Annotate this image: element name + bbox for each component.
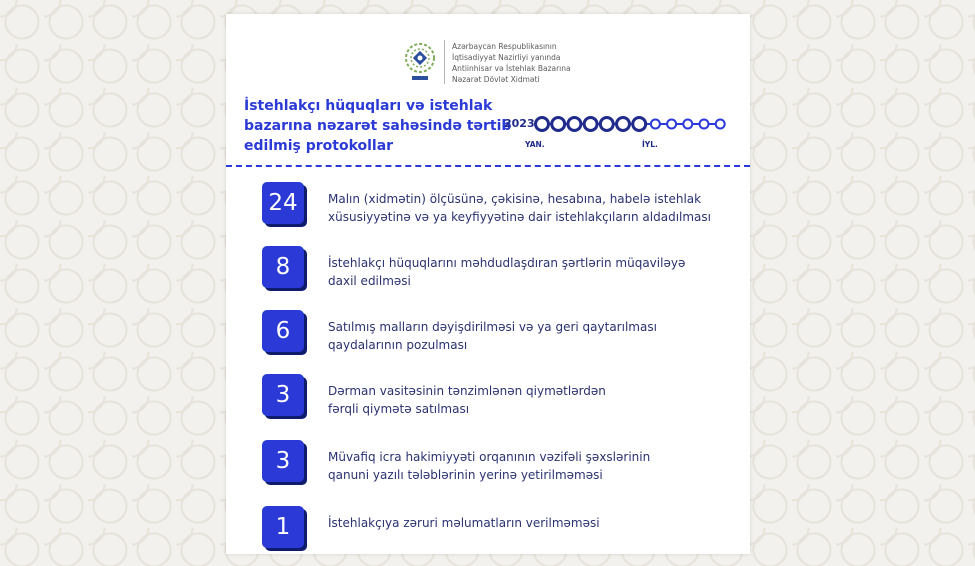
month-marker xyxy=(683,120,692,129)
timeline-start-label: YAN. xyxy=(525,140,545,149)
description-line: qanuni yazılı tələblərinin yerinə yetirilməməsi xyxy=(328,468,603,482)
count-badge: 6 xyxy=(262,310,304,352)
description-line: Dərman vasitəsinin tənzimlənən qiymətlərdən xyxy=(328,384,606,398)
count-badge: 8 xyxy=(262,246,304,288)
item-description xyxy=(328,190,738,226)
item-description xyxy=(328,382,738,418)
count-badge: 24 xyxy=(262,182,304,224)
title-line: edilmiş protokollar xyxy=(244,138,394,154)
title-line: İstehlakçı hüquqları və istehlak xyxy=(244,98,493,114)
infographic-card xyxy=(226,14,750,554)
count-badge: 1 xyxy=(262,506,304,548)
list-item xyxy=(262,506,732,566)
month-marker xyxy=(651,120,660,129)
description-line: Malın (xidmətin) ölçüsünə, çəkisinə, hesabına, habelə istehlak xyxy=(328,192,702,206)
month-marker xyxy=(700,120,709,129)
item-description xyxy=(328,254,738,290)
description-line: qaydalarının pozulması xyxy=(328,338,468,352)
list-item xyxy=(262,374,732,434)
item-description xyxy=(328,318,738,354)
month-marker xyxy=(667,120,676,129)
description-line: İstehlakçıya zəruri məlumatların verilməməsi xyxy=(328,516,600,530)
agency-emblem-icon xyxy=(400,38,440,86)
month-marker xyxy=(716,120,725,129)
month-marker xyxy=(536,118,549,131)
item-description xyxy=(328,448,738,484)
description-line: fərqli qiymətə satılması xyxy=(328,402,470,416)
list-item xyxy=(262,440,732,500)
list-item xyxy=(262,310,732,370)
count-badge: 3 xyxy=(262,440,304,482)
month-marker xyxy=(617,118,630,131)
item-description xyxy=(328,514,738,532)
page-title xyxy=(244,96,512,156)
description-line: Müvafiq icra hakimiyyəti orqanının vəzifəli şəxslərinin xyxy=(328,450,651,464)
section-divider xyxy=(226,165,750,167)
timeline-end-label: İYL. xyxy=(642,140,658,149)
description-line: xüsusiyyətinə və ya keyfiyyətinə dair istehlakçıların aldadılması xyxy=(328,210,711,224)
month-marker xyxy=(600,118,613,131)
month-marker xyxy=(584,118,597,131)
description-line: İstehlakçı hüquqlarını məhdudlaşdıran şərtlərin müqaviləyə xyxy=(328,256,686,270)
count-badge: 3 xyxy=(262,374,304,416)
agency-name-line: Azərbaycan Respublikasının xyxy=(452,42,557,51)
list-item xyxy=(262,182,732,242)
agency-name xyxy=(452,41,622,85)
timeline-year: 2023 xyxy=(504,117,535,130)
month-marker xyxy=(568,118,581,131)
description-line: daxil edilməsi xyxy=(328,274,411,288)
agency-logo-block xyxy=(400,38,600,94)
agency-name-line: İqtisadiyyat Nazirliyi yanında xyxy=(452,53,561,62)
logo-divider xyxy=(444,40,445,84)
description-line: Satılmış malların dəyişdirilməsi və ya geri qaytarılması xyxy=(328,320,657,334)
month-timeline xyxy=(533,115,739,133)
agency-name-line: Antiinhisar və İstehlak Bazarına xyxy=(452,64,571,73)
month-marker xyxy=(633,118,646,131)
title-line: bazarına nəzarət sahəsində tərtib xyxy=(244,118,512,134)
month-marker xyxy=(552,118,565,131)
agency-name-line: Nəzarət Dövlət Xidməti xyxy=(452,75,540,84)
list-item xyxy=(262,246,732,306)
